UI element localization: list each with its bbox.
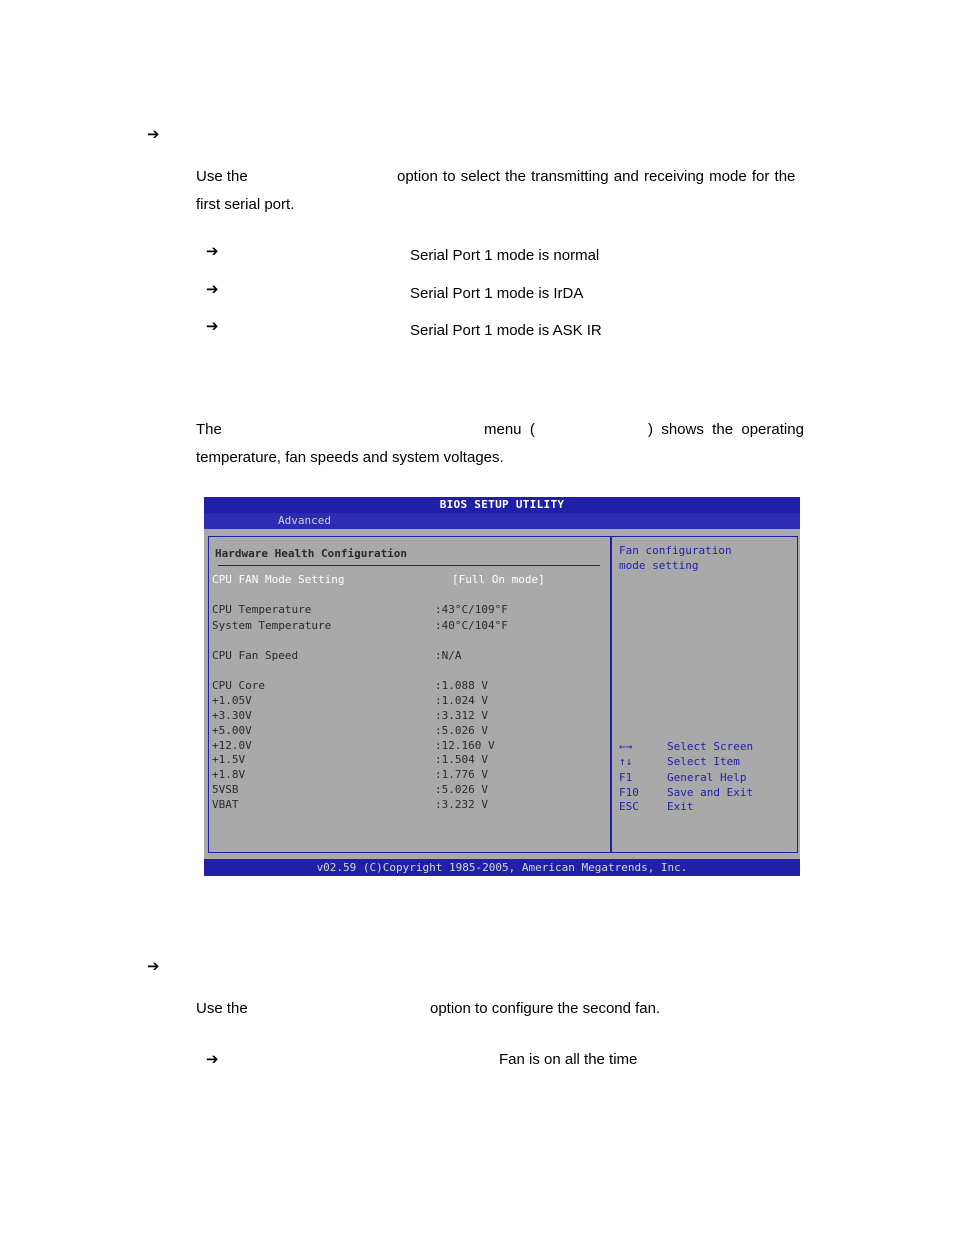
bios-row-label: 5VSB bbox=[212, 783, 239, 796]
section2-text-the: The bbox=[196, 421, 222, 438]
bios-row-label: CPU Fan Speed bbox=[212, 649, 299, 662]
key-label: ESC bbox=[619, 800, 639, 813]
key-action: Exit bbox=[667, 800, 694, 813]
bios-row-label: +3.30V bbox=[212, 709, 252, 722]
help-text: mode setting bbox=[619, 559, 699, 572]
tab-advanced[interactable]: Advanced bbox=[278, 514, 331, 527]
bios-row-value: :43°C/109°F bbox=[435, 603, 508, 616]
bios-row-label: +1.5V bbox=[212, 753, 246, 766]
bios-heading: Hardware Health Configuration bbox=[215, 547, 408, 560]
bios-row-value: :3.312 V bbox=[435, 709, 488, 722]
bios-row-value: :3.232 V bbox=[435, 798, 488, 811]
bios-row-label: CPU Core bbox=[212, 679, 265, 692]
key-label: F10 bbox=[619, 786, 639, 799]
section2-text-menu: menu ( bbox=[484, 421, 535, 438]
key-action: Select Screen bbox=[667, 740, 754, 753]
bios-row-value: :N/A bbox=[435, 649, 462, 662]
bios-row-label: +12.0V bbox=[212, 739, 252, 752]
cpu-fan-mode-label[interactable]: CPU FAN Mode Setting bbox=[212, 573, 345, 586]
help-text: Fan configuration bbox=[619, 544, 732, 557]
bios-title: BIOS SETUP UTILITY bbox=[439, 498, 565, 511]
intro-text-left: Use the bbox=[196, 168, 248, 185]
bios-row-label: +1.8V bbox=[212, 768, 246, 781]
intro-text-right: option to select the transmitting and receiving mode for the bbox=[397, 168, 796, 185]
arrow-icon: ➔ bbox=[206, 242, 219, 260]
bios-row-value: :5.026 V bbox=[435, 724, 488, 737]
section2-text-shows: ) shows the operating bbox=[648, 421, 804, 438]
cpu-fan-mode-value[interactable]: [Full On mode] bbox=[452, 573, 545, 586]
arrow-icon: ➔ bbox=[147, 957, 160, 975]
option-description: Serial Port 1 mode is normal bbox=[410, 247, 600, 264]
bios-row-label: VBAT bbox=[212, 798, 239, 811]
arrow-icon: ➔ bbox=[206, 280, 219, 298]
bios-row-label: System Temperature bbox=[212, 619, 332, 632]
arrow-icon: ➔ bbox=[206, 1050, 219, 1068]
intro-text-right: option to configure the second fan. bbox=[430, 1000, 661, 1017]
bios-row-label: CPU Temperature bbox=[212, 603, 312, 616]
option-description: Serial Port 1 mode is ASK IR bbox=[410, 322, 602, 339]
bios-row-value: :1.024 V bbox=[435, 694, 488, 707]
intro-text-left: Use the bbox=[196, 1000, 248, 1017]
bios-row-value: :12.160 V bbox=[435, 739, 495, 752]
option-description: Serial Port 1 mode is IrDA bbox=[410, 285, 584, 302]
bios-screenshot bbox=[204, 497, 800, 876]
bios-row-label: +5.00V bbox=[212, 724, 252, 737]
arrow-icon: ➔ bbox=[147, 125, 160, 143]
bios-footer-bar bbox=[204, 859, 800, 876]
option-description: Fan is on all the time bbox=[499, 1051, 638, 1068]
section2-text-line2: temperature, fan speeds and system voltages. bbox=[196, 449, 504, 466]
key-left-right-icon: ←→ bbox=[619, 740, 633, 753]
bios-row-value: :1.088 V bbox=[435, 679, 488, 692]
intro-text-line2: first serial port. bbox=[196, 196, 295, 213]
bios-row-value: :5.026 V bbox=[435, 783, 488, 796]
key-label: F1 bbox=[619, 771, 633, 784]
bios-row-value: :1.504 V bbox=[435, 753, 488, 766]
bios-row-value: :1.776 V bbox=[435, 768, 488, 781]
heading-divider bbox=[218, 565, 600, 566]
key-action: General Help bbox=[667, 771, 747, 784]
bios-title-bar bbox=[204, 497, 800, 513]
bios-row-label: +1.05V bbox=[212, 694, 252, 707]
key-action: Save and Exit bbox=[667, 786, 754, 799]
key-action: Select Item bbox=[667, 755, 740, 768]
bios-tab-bar bbox=[204, 513, 800, 529]
arrow-icon: ➔ bbox=[206, 317, 219, 335]
key-up-down-icon: ↑↓ bbox=[619, 755, 633, 768]
bios-row-value: :40°C/104°F bbox=[435, 619, 508, 632]
copyright-text: v02.59 (C)Copyright 1985-2005, American Megatrends, Inc. bbox=[316, 861, 688, 874]
